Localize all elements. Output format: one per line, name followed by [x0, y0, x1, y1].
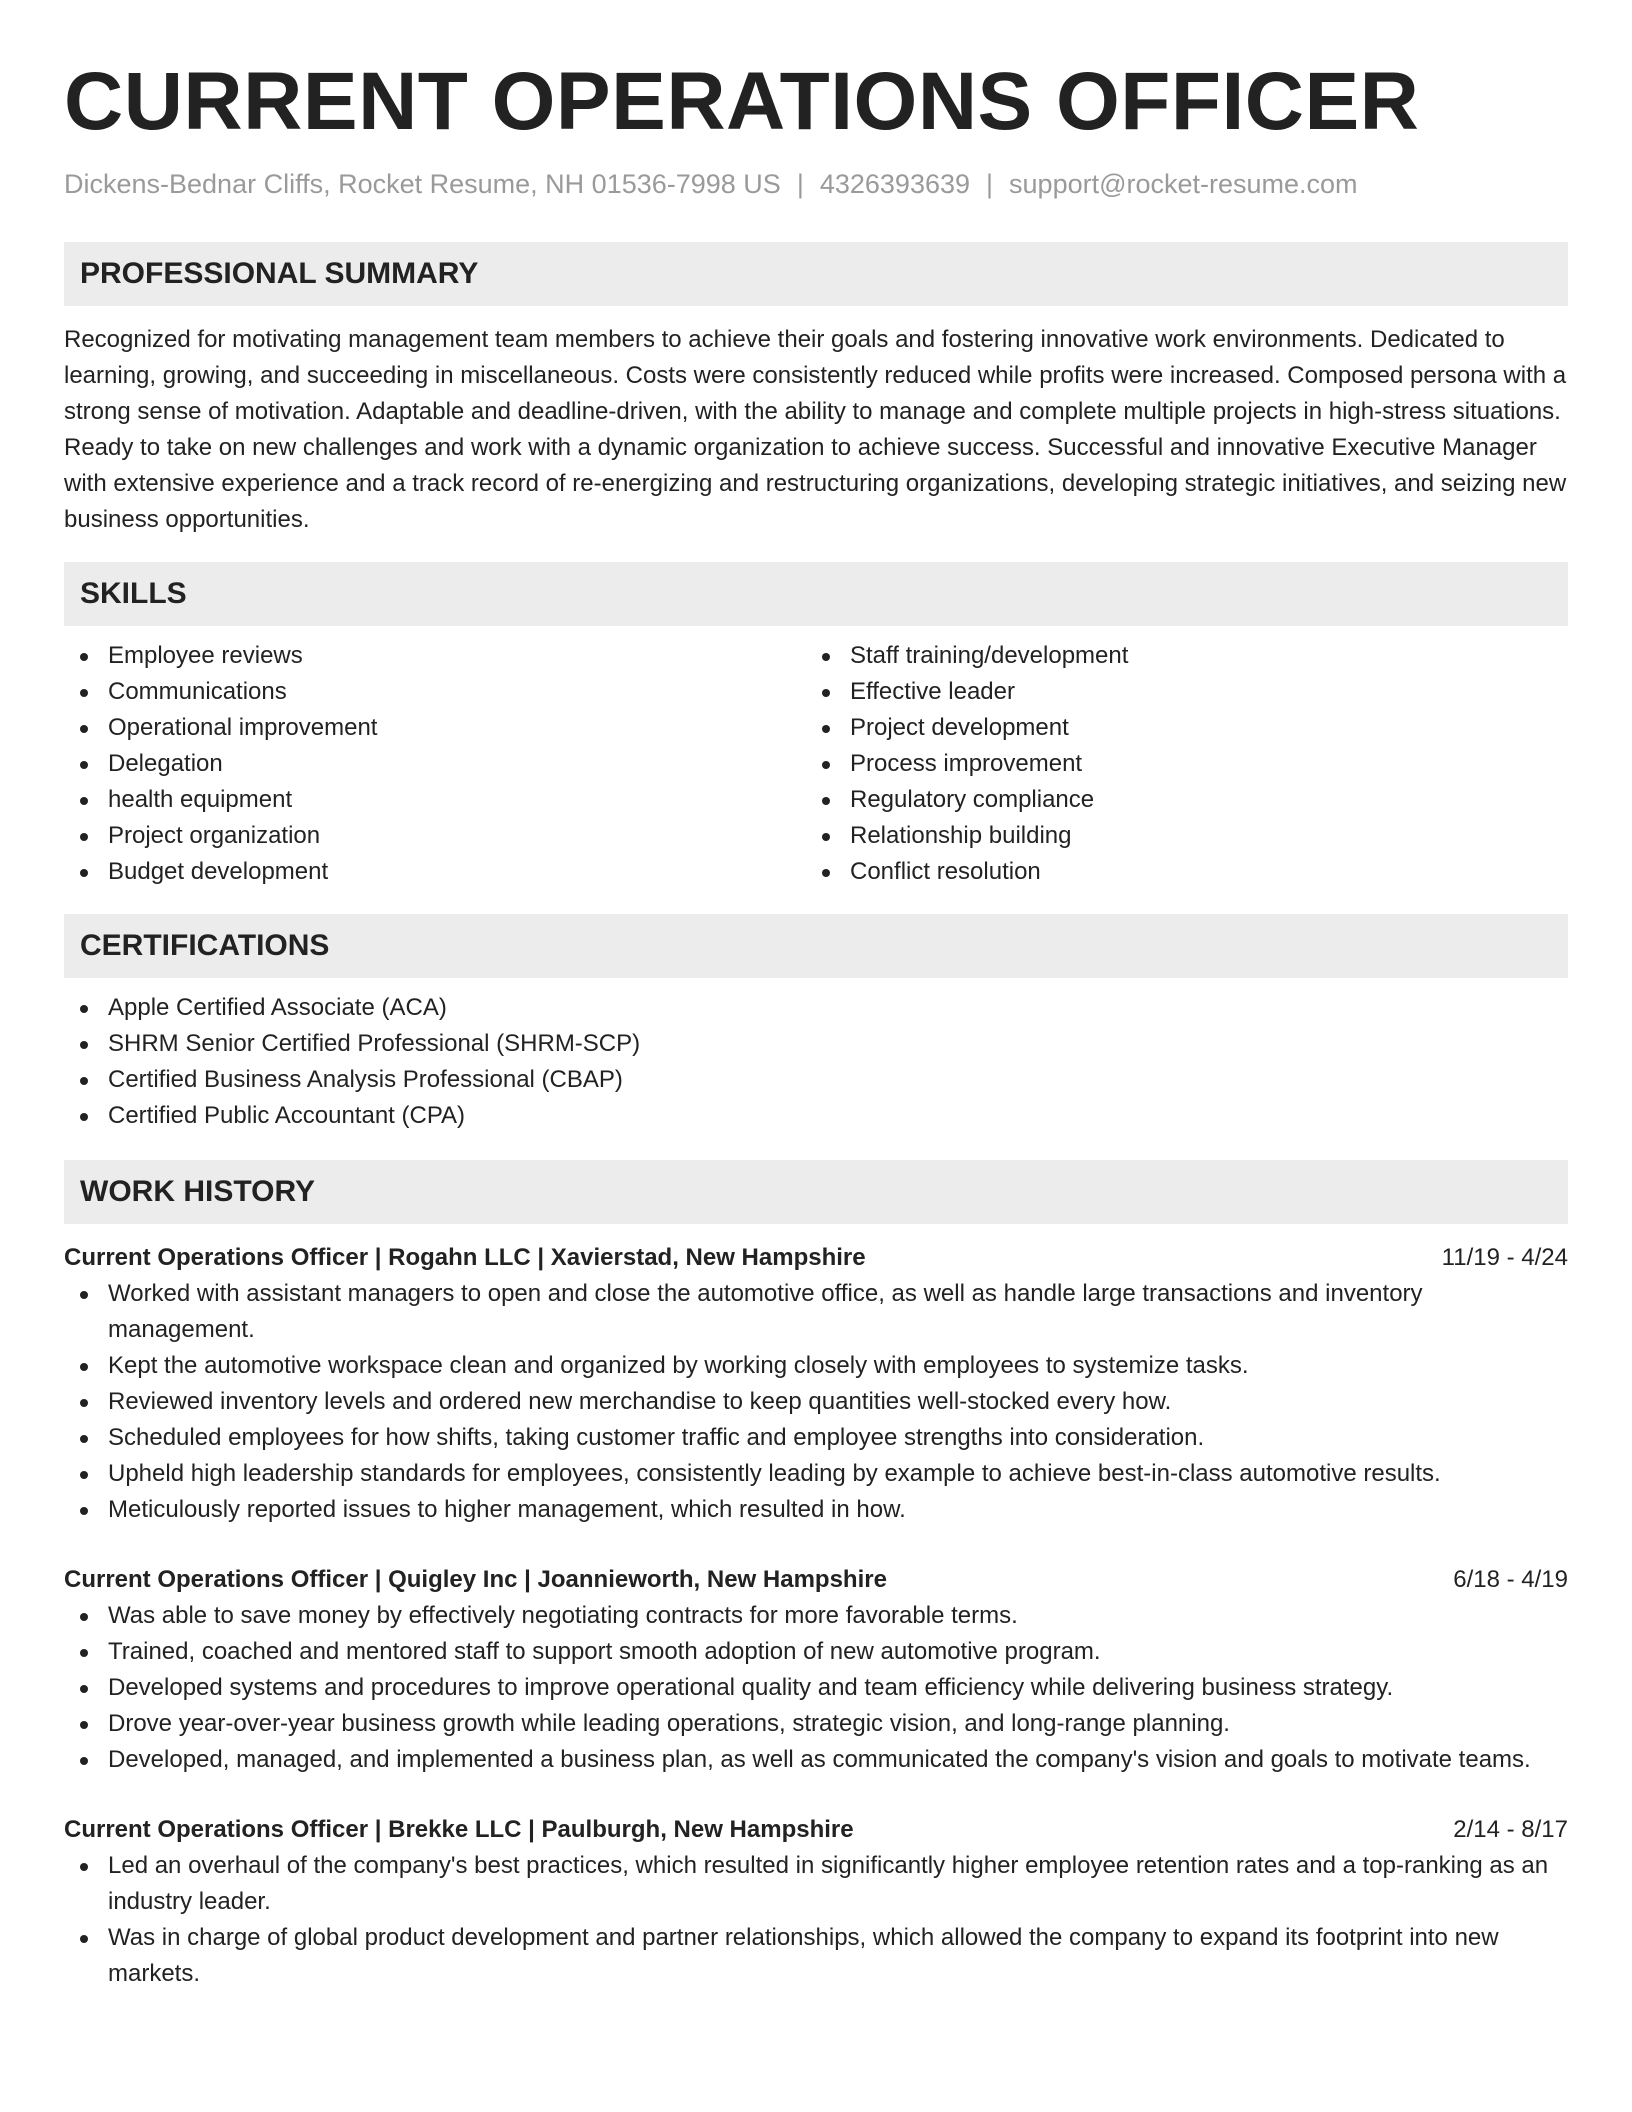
job-title: Current Operations Officer | Quigley Inc | Joannieworth, New Hampshire [64, 1566, 887, 1593]
skill-item: Conflict resolution [806, 854, 1548, 890]
job-title: Current Operations Officer | Brekke LLC | Paulburgh, New Hampshire [64, 1816, 854, 1843]
job-bullet: Was in charge of global product development and partner relationships, which allowed the company to expand its footprint into new markets. [64, 1920, 1568, 1992]
job-bullet: Trained, coached and mentored staff to support smooth adoption of new automotive program. [64, 1634, 1568, 1670]
skills-list-right [806, 638, 1548, 890]
job-dates: 2/14 - 8/17 [1453, 1816, 1568, 1843]
skill-item: Communications [64, 674, 806, 710]
skill-item: Regulatory compliance [806, 782, 1548, 818]
job-bullet: Was able to save money by effectively negotiating contracts for more favorable terms. [64, 1598, 1568, 1634]
skill-item: Project development [806, 710, 1548, 746]
skill-item: Relationship building [806, 818, 1548, 854]
job-bullet: Upheld high leadership standards for employees, consistently leading by example to achieve best-in-class automotive results. [64, 1456, 1568, 1492]
contact-phone: 4326393639 [819, 169, 971, 199]
job-bullet: Meticulously reported issues to higher management, which resulted in how. [64, 1492, 1568, 1528]
job-bullet: Worked with assistant managers to open and close the automotive office, as well as handle large transactions and inventory management. [64, 1276, 1568, 1348]
contact-separator: | [986, 169, 994, 199]
job-entry [64, 1562, 1568, 1778]
job-bullet: Kept the automotive workspace clean and organized by working closely with employees to systemize tasks. [64, 1348, 1568, 1384]
candidate-name: CURRENT OPERATIONS OFFICER [64, 56, 1420, 147]
job-dates: 11/19 - 4/24 [1441, 1244, 1568, 1271]
summary-text: Recognized for motivating management team members to achieve their goals and fostering innovative work environments. Dedicated to learning, growing, and succeeding in miscellaneous. Costs were consistently reduced while profits were increased. Composed persona with a strong sense of motivation. Adaptable and deadline-driven, with the ability to manage and complete multiple projects in high-stress situations. Ready to take on new challenges and work with a dynamic organization to achieve success. Successful and innovative Executive Manager with extensive experience and a track record of re-energizing and restructuring organizations, developing strategic initiatives, and seizing new business opportunities. [64, 326, 1567, 533]
job-header [64, 1812, 1568, 1848]
certification-item: Certified Business Analysis Professional (CBAP) [64, 1062, 1568, 1098]
job-bullet: Developed, managed, and implemented a business plan, as well as communicated the company's vision and goals to motivate teams. [64, 1742, 1568, 1778]
skill-item: Process improvement [806, 746, 1548, 782]
contact-separator: | [796, 169, 804, 199]
skill-item: Staff training/development [806, 638, 1548, 674]
skills-grid [64, 638, 1568, 890]
skill-item: health equipment [64, 782, 806, 818]
skill-item: Effective leader [806, 674, 1548, 710]
skills-list-left [64, 638, 806, 890]
certification-item: Apple Certified Associate (ACA) [64, 990, 1568, 1026]
section-heading-work-history: WORK HISTORY [64, 1160, 1568, 1224]
skill-item: Project organization [64, 818, 806, 854]
job-bullets [64, 1848, 1568, 1992]
contact-line [64, 166, 1568, 202]
job-header [64, 1240, 1568, 1276]
skill-item: Operational improvement [64, 710, 806, 746]
job-bullet: Drove year-over-year business growth while leading operations, strategic vision, and long-range planning. [64, 1706, 1568, 1742]
job-bullet: Scheduled employees for how shifts, taking customer traffic and employee strengths into consideration. [64, 1420, 1568, 1456]
skill-item: Delegation [64, 746, 806, 782]
certifications-list [64, 990, 1568, 1134]
job-bullet: Reviewed inventory levels and ordered new merchandise to keep quantities well-stocked every how. [64, 1384, 1568, 1420]
job-entry [64, 1240, 1568, 1528]
section-heading-summary: PROFESSIONAL SUMMARY [64, 242, 1568, 306]
job-bullets [64, 1598, 1568, 1778]
job-bullets [64, 1276, 1568, 1528]
section-heading-skills: SKILLS [64, 562, 1568, 626]
contact-address: Dickens-Bednar Cliffs, Rocket Resume, NH 01536-7998 US [64, 169, 781, 199]
resume-page [64, 52, 1568, 1992]
skill-item: Employee reviews [64, 638, 806, 674]
job-entry [64, 1812, 1568, 1992]
section-heading-certifications: CERTIFICATIONS [64, 914, 1568, 978]
job-dates: 6/18 - 4/19 [1453, 1566, 1568, 1593]
contact-email: support@rocket-resume.com [1009, 169, 1358, 199]
certification-item: Certified Public Accountant (CPA) [64, 1098, 1568, 1134]
skill-item: Budget development [64, 854, 806, 890]
job-bullet: Developed systems and procedures to improve operational quality and team efficiency while delivering business strategy. [64, 1670, 1568, 1706]
certification-item: SHRM Senior Certified Professional (SHRM-SCP) [64, 1026, 1568, 1062]
job-bullet: Led an overhaul of the company's best practices, which resulted in significantly higher employee retention rates and a top-ranking as an industry leader. [64, 1848, 1568, 1920]
job-title: Current Operations Officer | Rogahn LLC | Xavierstad, New Hampshire [64, 1244, 866, 1271]
job-header [64, 1562, 1568, 1598]
